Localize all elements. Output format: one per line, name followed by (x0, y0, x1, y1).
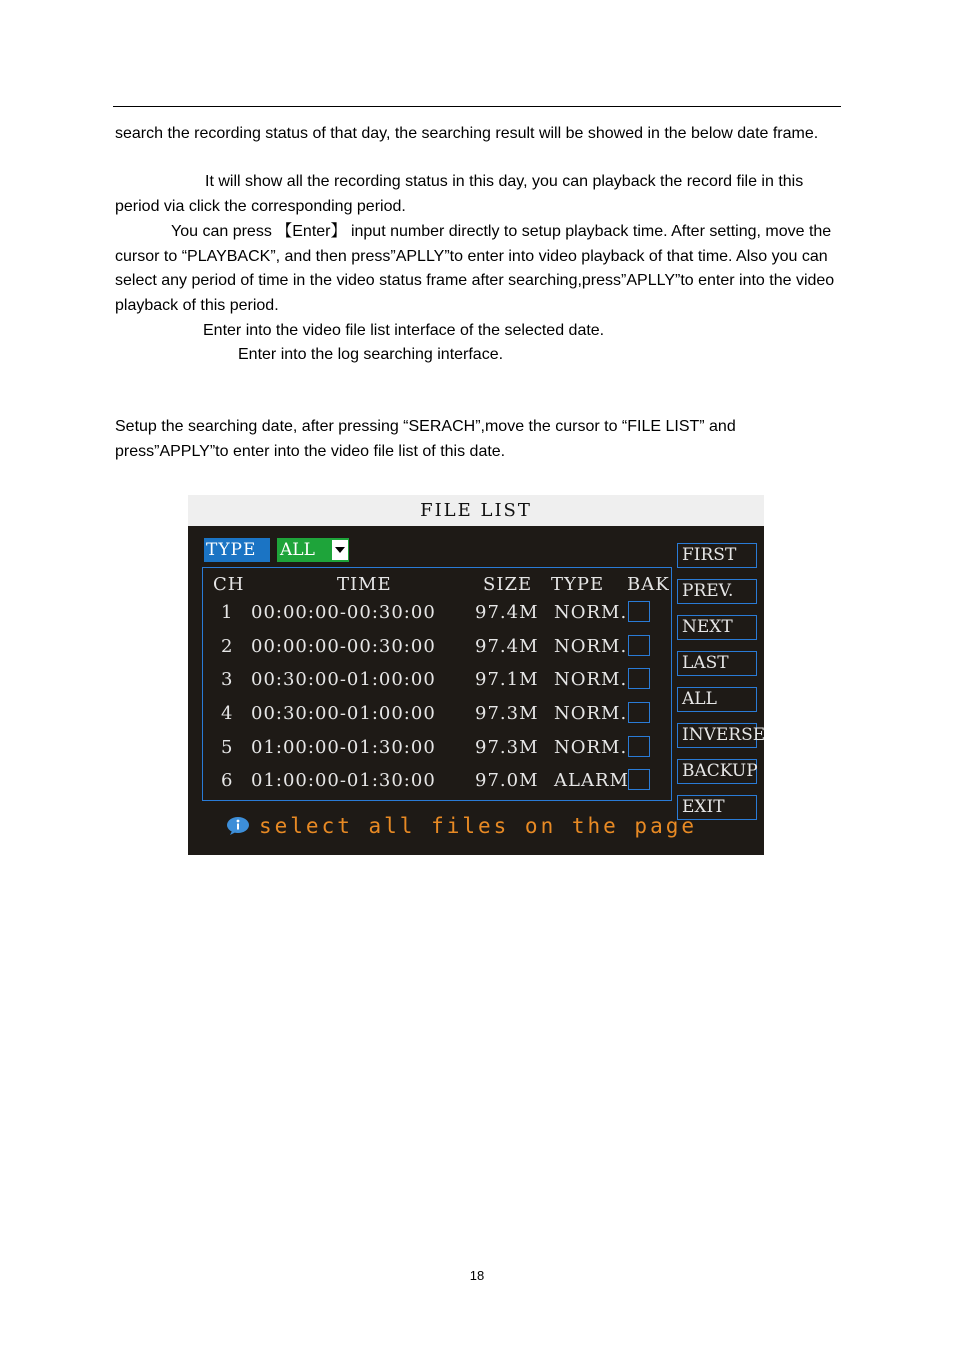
backup-button[interactable]: BACKUP (677, 759, 757, 784)
info-icon (226, 816, 250, 836)
row-size: 97.4M (475, 602, 539, 623)
file-list-screenshot (188, 495, 764, 855)
row-time: 01:00:00-01:30:00 (251, 770, 436, 791)
column-header-size: SIZE (483, 574, 533, 595)
row-type: NORM. (554, 602, 628, 623)
backup-checkbox[interactable] (628, 702, 650, 723)
paragraph-log-search: Enter into the log searching interface. (238, 346, 504, 363)
prev-button[interactable]: PREV. (677, 579, 757, 604)
header-rule (113, 106, 841, 107)
row-size: 97.3M (475, 703, 539, 724)
row-time: 00:00:00-00:30:00 (251, 636, 436, 657)
paragraph-setup-date: Setup the searching date, after pressing “SERACH”,move the cursor to “FILE LIST” and press”APPLY”to enter into the video file list of this date. (115, 418, 736, 460)
inverse-button[interactable]: INVERSE (677, 723, 757, 748)
row-size: 97.0M (475, 770, 539, 791)
row-channel: 1 (221, 602, 234, 623)
paragraph-file-list: Enter into the video file list interface of the selected date. (203, 322, 605, 339)
row-type: NORM. (554, 703, 628, 724)
type-label: TYPE (204, 538, 270, 562)
row-size: 97.3M (475, 737, 539, 758)
paragraph-recording-status: It will show all the recording status in this day, you can playback the record file in this period via click the corresponding period. (115, 173, 804, 215)
table-row[interactable] (203, 731, 671, 764)
file-table (202, 567, 672, 801)
row-channel: 5 (221, 737, 234, 758)
page-number: 18 (469, 1268, 485, 1283)
last-button[interactable]: LAST (677, 651, 757, 676)
table-row[interactable] (203, 596, 671, 629)
paragraph-search-result: search the recording status of that day, the searching result will be showed in the below date frame. (115, 125, 819, 142)
exit-button[interactable]: EXIT (677, 795, 757, 820)
row-type: NORM. (554, 737, 628, 758)
table-row[interactable] (203, 764, 671, 797)
row-type: ALARM (554, 770, 629, 791)
first-button[interactable]: FIRST (677, 543, 757, 568)
row-type: NORM. (554, 636, 628, 657)
backup-checkbox[interactable] (628, 668, 650, 689)
backup-checkbox[interactable] (628, 601, 650, 622)
chevron-down-icon[interactable] (332, 540, 348, 560)
row-size: 97.1M (475, 669, 539, 690)
row-channel: 6 (221, 770, 234, 791)
select-all-button[interactable]: ALL (677, 687, 757, 712)
column-header-time: TIME (337, 574, 392, 595)
table-header (203, 572, 671, 598)
next-button[interactable]: NEXT (677, 615, 757, 640)
column-header-type: TYPE (551, 574, 605, 595)
row-channel: 3 (221, 669, 234, 690)
row-size: 97.4M (475, 636, 539, 657)
status-message: select all files on the page (259, 814, 698, 838)
backup-checkbox[interactable] (628, 736, 650, 757)
file-list-title: FILE LIST (188, 495, 764, 526)
row-type: NORM. (554, 669, 628, 690)
column-header-ch: CH (213, 574, 245, 595)
row-time: 00:30:00-01:00:00 (251, 703, 436, 724)
row-time: 00:00:00-00:30:00 (251, 602, 436, 623)
backup-checkbox[interactable] (628, 635, 650, 656)
table-row[interactable] (203, 630, 671, 663)
paragraph-playback: You can press 【Enter】 input number directly to setup playback time. After setting, move the cursor to “PLAYBACK”, and then press”APLLY”to enter into video playback of that time. Also you can select any period of time in the video status frame after searching,press”APLLY”to enter into the video playback of this period. (115, 223, 835, 314)
table-row[interactable] (203, 663, 671, 696)
table-row[interactable] (203, 697, 671, 730)
row-time: 01:00:00-01:30:00 (251, 737, 436, 758)
row-channel: 2 (221, 636, 234, 657)
backup-checkbox[interactable] (628, 769, 650, 790)
type-select-value: ALL (280, 540, 315, 560)
column-header-bak: BAK (627, 574, 670, 595)
row-time: 00:30:00-01:00:00 (251, 669, 436, 690)
row-channel: 4 (221, 703, 234, 724)
type-select[interactable] (277, 538, 349, 562)
